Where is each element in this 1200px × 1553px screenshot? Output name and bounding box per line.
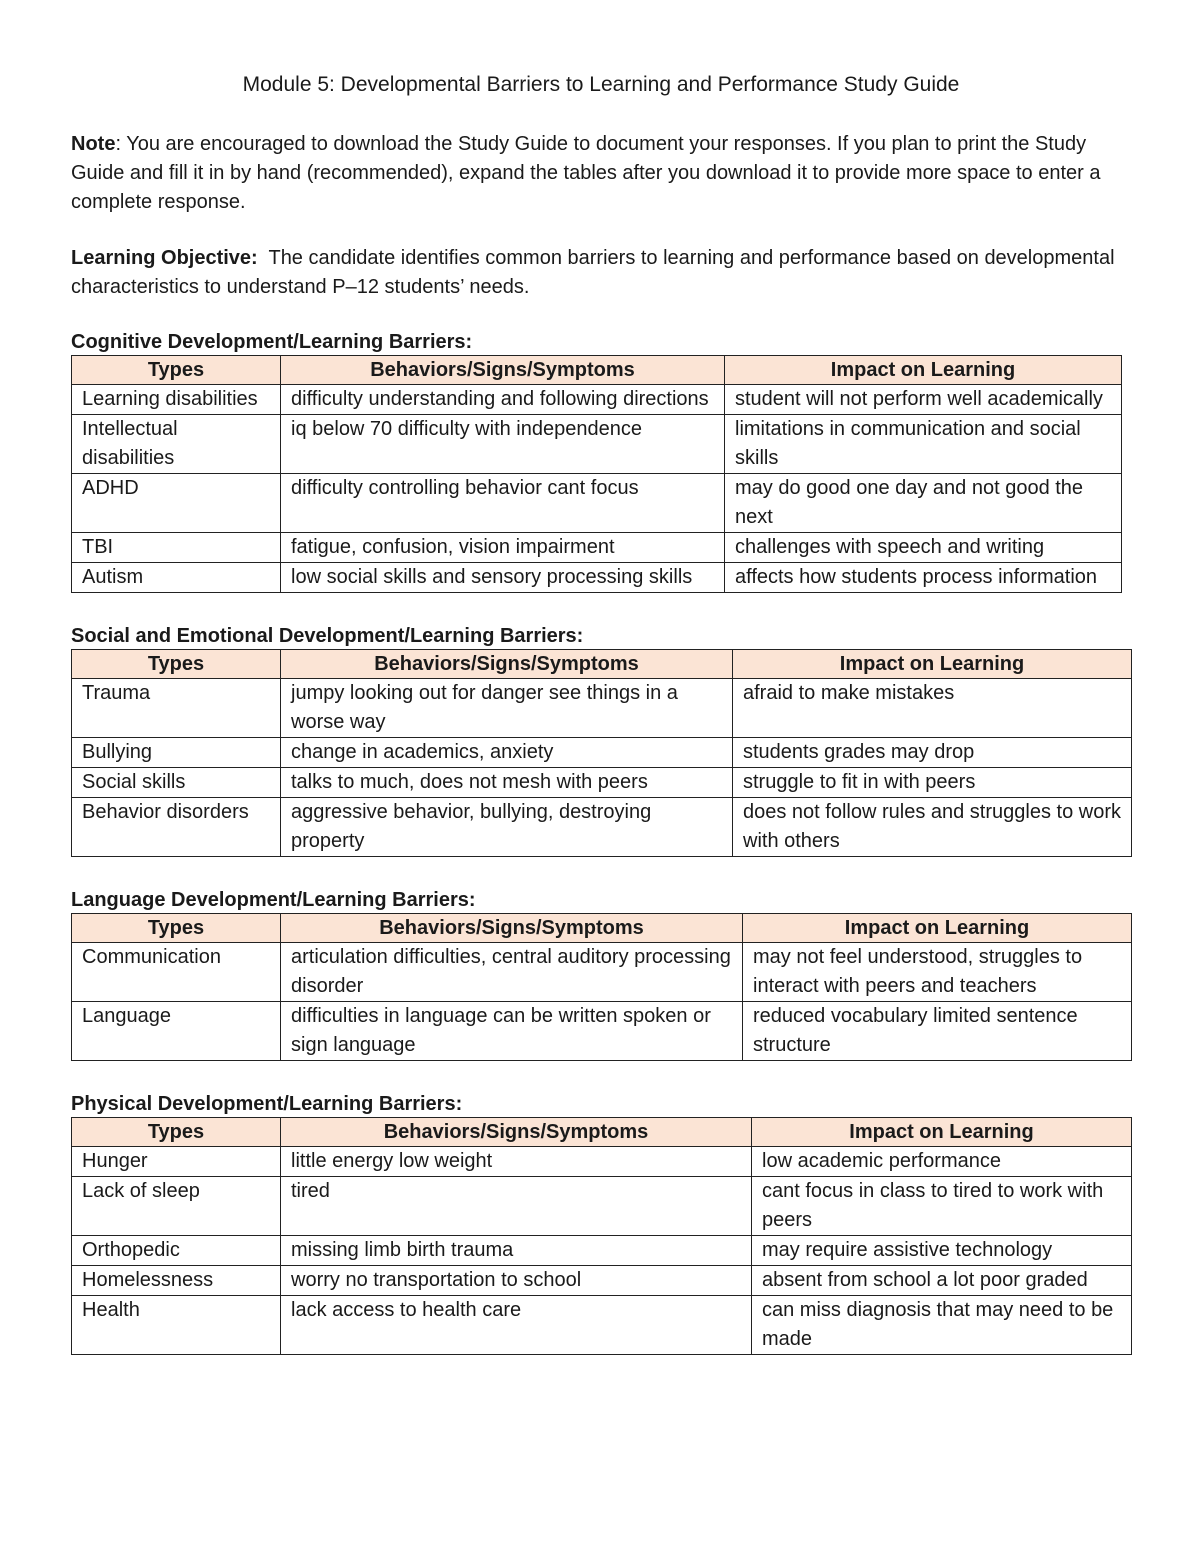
cell-impact: cant focus in class to tired to work with peers [752, 1177, 1132, 1236]
header-impact: Impact on Learning [725, 356, 1122, 385]
cell-impact: may do good one day and not good the next [725, 474, 1122, 533]
table-row [72, 563, 1122, 593]
language-barriers-table [71, 913, 1132, 1061]
cell-type: Hunger [72, 1147, 281, 1177]
cell-impact: affects how students process information [725, 563, 1122, 593]
cell-behaviors: worry no transportation to school [281, 1266, 752, 1296]
cell-impact: student will not perform well academically [725, 385, 1122, 415]
table-row [72, 943, 1132, 1002]
cell-behaviors: low social skills and sensory processing skills [281, 563, 725, 593]
cell-behaviors: change in academics, anxiety [281, 738, 733, 768]
header-behaviors: Behaviors/Signs/Symptoms [281, 650, 733, 679]
header-types: Types [72, 356, 281, 385]
cell-impact: reduced vocabulary limited sentence structure [743, 1002, 1132, 1061]
cell-impact: low academic performance [752, 1147, 1132, 1177]
table-header-row [72, 914, 1132, 943]
cell-impact: afraid to make mistakes [733, 679, 1132, 738]
table-header-row [72, 650, 1132, 679]
table-row [72, 1147, 1132, 1177]
table-header-row [72, 1118, 1132, 1147]
cell-type: Intellectual disabilities [72, 415, 281, 474]
social-emotional-barriers-table [71, 649, 1132, 857]
cell-behaviors: little energy low weight [281, 1147, 752, 1177]
header-behaviors: Behaviors/Signs/Symptoms [281, 914, 743, 943]
cell-type: Autism [72, 563, 281, 593]
cell-type: Lack of sleep [72, 1177, 281, 1236]
cell-impact: may require assistive technology [752, 1236, 1132, 1266]
header-impact: Impact on Learning [752, 1118, 1132, 1147]
cell-behaviors: difficulty understanding and following directions [281, 385, 725, 415]
cell-behaviors: difficulty controlling behavior cant focus [281, 474, 725, 533]
header-impact: Impact on Learning [733, 650, 1132, 679]
cell-type: Behavior disorders [72, 798, 281, 857]
table-header-row [72, 356, 1122, 385]
cell-type: ADHD [72, 474, 281, 533]
objective-text: The candidate identifies common barriers to learning and performance based on developmental characteristics to understand P–12 students’ needs. [71, 247, 1121, 298]
cell-type: Learning disabilities [72, 385, 281, 415]
social-emotional-section-heading: Social and Emotional Development/Learning Barriers: [71, 625, 584, 647]
table-row [72, 768, 1132, 798]
cell-behaviors: lack access to health care [281, 1296, 752, 1355]
cell-impact: challenges with speech and writing [725, 533, 1122, 563]
table-row [72, 679, 1132, 738]
table-row [72, 1177, 1132, 1236]
cell-type: Social skills [72, 768, 281, 798]
table-row [72, 415, 1122, 474]
cell-behaviors: fatigue, confusion, vision impairment [281, 533, 725, 563]
cell-behaviors: difficulties in language can be written spoken or sign language [281, 1002, 743, 1061]
cell-impact: can miss diagnosis that may need to be made [752, 1296, 1132, 1355]
cell-behaviors: iq below 70 difficulty with independence [281, 415, 725, 474]
cell-impact: limitations in communication and social skills [725, 415, 1122, 474]
cognitive-barriers-table [71, 355, 1122, 593]
cell-behaviors: aggressive behavior, bullying, destroying property [281, 798, 733, 857]
cell-impact: struggle to fit in with peers [733, 768, 1132, 798]
table-row [72, 738, 1132, 768]
note-label: Note [71, 133, 116, 155]
table-row [72, 533, 1122, 563]
cell-type: Trauma [72, 679, 281, 738]
header-types: Types [72, 1118, 281, 1147]
table-row [72, 1002, 1132, 1061]
cell-impact: students grades may drop [733, 738, 1132, 768]
header-types: Types [72, 914, 281, 943]
objective-label: Learning Objective: [71, 247, 258, 269]
note-text: : You are encouraged to download the Study Guide to document your responses. If you plan to print the Study Guide and fill it in by hand (recommended), expand the tables after you download it to provide more space to enter a complete response. [71, 133, 1101, 213]
header-behaviors: Behaviors/Signs/Symptoms [281, 1118, 752, 1147]
cell-type: TBI [72, 533, 281, 563]
cell-behaviors: jumpy looking out for danger see things in a worse way [281, 679, 733, 738]
table-row [72, 1236, 1132, 1266]
page-title: Module 5: Developmental Barriers to Learning and Performance Study Guide [242, 73, 960, 96]
cell-behaviors: talks to much, does not mesh with peers [281, 768, 733, 798]
cell-behaviors: missing limb birth trauma [281, 1236, 752, 1266]
table-row [72, 385, 1122, 415]
cell-type: Language [72, 1002, 281, 1061]
header-impact: Impact on Learning [743, 914, 1132, 943]
language-section-heading: Language Development/Learning Barriers: [71, 889, 476, 911]
cell-type: Homelessness [72, 1266, 281, 1296]
note-paragraph [71, 130, 1131, 217]
cell-impact: absent from school a lot poor graded [752, 1266, 1132, 1296]
table-row [72, 798, 1132, 857]
cell-type: Bullying [72, 738, 281, 768]
cell-type: Communication [72, 943, 281, 1002]
physical-barriers-table [71, 1117, 1132, 1355]
cognitive-section-heading: Cognitive Development/Learning Barriers: [71, 331, 473, 353]
objective-paragraph [71, 244, 1131, 302]
table-row [72, 1296, 1132, 1355]
physical-section-heading: Physical Development/Learning Barriers: [71, 1093, 463, 1115]
study-guide-page [71, 70, 1131, 1385]
header-types: Types [72, 650, 281, 679]
cell-behaviors: articulation difficulties, central auditory processing disorder [281, 943, 743, 1002]
cell-impact: may not feel understood, struggles to interact with peers and teachers [743, 943, 1132, 1002]
header-behaviors: Behaviors/Signs/Symptoms [281, 356, 725, 385]
cell-type: Orthopedic [72, 1236, 281, 1266]
table-row [72, 1266, 1132, 1296]
cell-impact: does not follow rules and struggles to work with others [733, 798, 1132, 857]
cell-behaviors: tired [281, 1177, 752, 1236]
cell-type: Health [72, 1296, 281, 1355]
table-row [72, 474, 1122, 533]
